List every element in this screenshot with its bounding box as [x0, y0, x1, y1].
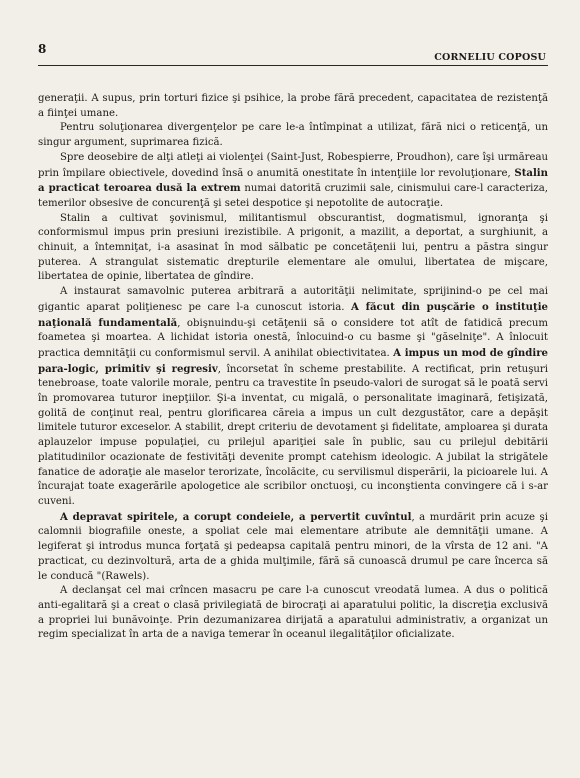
- text-segment: Pentru soluţionarea divergenţelor pe care le-a întîmpinat a utilizat, fără nici o reticenţă, un singur argument, suprimarea fizică.: [38, 122, 548, 149]
- paragraph: [38, 212, 548, 286]
- paragraph: [38, 285, 548, 510]
- paragraph: [38, 92, 548, 121]
- text-segment: numai datorită cruzimii sale, cinismului care-l caracteriza, temerilor obsesive de concurenţă şi setei despotice şi nepotolite de autocraţie.: [38, 183, 549, 209]
- running-head: CORNELIU COPOSU: [434, 52, 546, 63]
- paragraph: [38, 510, 548, 585]
- header-rule: [38, 65, 548, 66]
- bold-text: A depravat spiritele, a corupt condeiele, a pervertit cuvîntul: [60, 510, 412, 523]
- text-segment: , încorsetat în scheme prestabilite. A rectificat, prin retuşuri tenebroase, toate valorile morale, pentru ca travestite în pseudo-valori de surogat să le poată servi în promovarea tuturor inepţiilor. Şi-a inventat, cu migală, o personalitate imaginară, fetişizată, golită de conţinut real, pentru glorificarea căreia a impus un cult dezgustător, care a depăşit limitele tuturor exceselor. A stabilit, drept criteriu de devotament şi fidelitate, amploarea şi durata aplauzelor impuse populaţiei, cu prilejul apariţiei sale în public, sau cu prilejul debitării platitudinilor ocazionate de festivităţi devenite prompt catehism ideologic. A jubilat la strigătele fanatice de adoraţie ale maselor terorizate, încolăcite, cu servilismul disperării, la picioarele lui. A încurajat toate exagerările apologetice ale scribilor onctuoşi, cu inconştienta convingere că i s-ar cuveni.: [38, 363, 548, 507]
- bold-text: Stalin a practicat teroarea dusă la extrem: [38, 166, 548, 195]
- text-segment: Stalin a cultivat şovinismul, militantismul obscurantist, dogmatismul, ignoranţa şi conformismul impus prin presiuni irezistibile. A prigonit, a mazilit, a deportat, a surghiunit, a chinuit, a întemniţat, i-a asasinat în mod sălbatic pe concetăţenii lui, pentru a păstra singur puterea. A strangulat sistematic drepturile elementare ale omului, libertatea de mişcare, libertatea de opinie, libertatea de gîndire.: [38, 212, 548, 283]
- bold-text: A făcut din puşcărie o instituţie naţională fundamentală: [38, 300, 548, 329]
- text-segment: generaţii. A supus, prin torturi fizice şi psihice, la probe fără precedent, capacitatea de rezistenţă a fiinţei umane.: [38, 93, 548, 119]
- page-number: 8: [38, 42, 47, 56]
- text-segment: A instaurat samavolnic puterea arbitrară a autorităţii nelimitate, sprijinind-o pe cel mai gigantic aparat poliţienesc pe care l-a cunoscut istoria.: [38, 286, 548, 313]
- body-text: [38, 92, 548, 643]
- paragraph: [38, 121, 548, 150]
- paragraph: [38, 584, 548, 643]
- text-segment: , obişnuindu-şi cetăţenii să o considere tot atît de fatidică precum foametea şi moartea. A lichidat istoria onestă, înlocuind-o cu basme şi "găselniţe". A înlocuit practica demnităţii cu conformismul servil. A anihilat obiectivitatea.: [38, 317, 548, 359]
- bold-text: A impus un mod de gîndire para-logic, primitiv şi regresiv: [38, 346, 548, 375]
- text-segment: Spre deosebire de alţi atleţi ai violenţei (Saint-Just, Robespierre, Proudhon), care îşi urmăreau prin împilare obiectivele, dovedind însă o anumită onestitate în intenţiile lor revoluţionare,: [38, 151, 548, 179]
- text-segment: , a murdărit prin acuze şi calomnii biografiile oneste, a spoliat cele mai elementare atribute ale demnităţii umane. A legiferat şi introdus munca forţată şi pedeapsa capitală pentru minori, de la vîrsta de 12 ani. "A practicat, cu dezinvoltură, arta de a ghida mulţimile, fără să cunoască drumul pe care încerca să le conducă "(Rawels).: [38, 511, 548, 582]
- paragraph: [38, 151, 548, 212]
- text-segment: A declanşat cel mai crîncen masacru pe care l-a cunoscut vreodată lumea. A dus o politică anti-egalitară şi a creat o clasă privilegiată de birocraţi ai aparatului politic, la discreţia exclusivă a propriei lui bunăvoinţe. Prin dezumanizarea dirijată a aparatului administrativ, a organizat un regim specializat în arta de a naviga temerar în oceanul ilegalităţilor oficializate.: [38, 585, 548, 641]
